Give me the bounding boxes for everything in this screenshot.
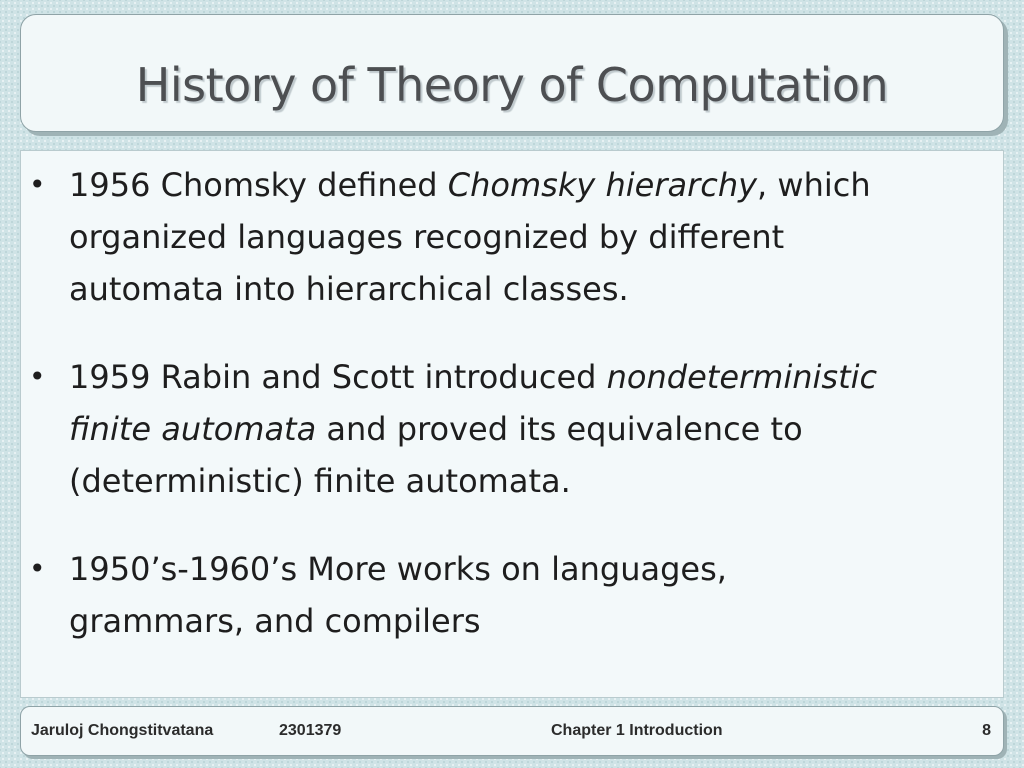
bullet-line: (deterministic) finite automata.: [69, 462, 571, 500]
bullet-dot-icon: •: [29, 552, 46, 585]
slide-footer: [20, 706, 1004, 756]
emphasized-term: nondeterministic: [606, 358, 878, 396]
footer-author: Jaruloj Chongstitvatana: [31, 722, 214, 739]
bullet-text: [69, 543, 969, 647]
text-segment: 1956 Chomsky defined: [69, 166, 448, 204]
footer-course-code: 2301379: [279, 722, 342, 739]
slide-title-box: [20, 14, 1004, 132]
slide-content: [20, 150, 1004, 698]
bullet-dot-icon: •: [29, 168, 46, 201]
text-segment: and proved its equivalence to: [316, 410, 803, 448]
bullet-line: [69, 159, 969, 211]
emphasized-term: finite automata: [69, 410, 317, 448]
emphasized-term: Chomsky hierarchy: [447, 166, 758, 204]
bullet-line: grammars, and compilers: [69, 602, 481, 640]
bullet-line: [69, 351, 969, 403]
footer-page-number: 8: [982, 722, 991, 739]
text-segment: 1959 Rabin and Scott introduced: [69, 358, 607, 396]
bullet-dot-icon: •: [29, 360, 46, 393]
bullet-line: [69, 403, 969, 455]
text-segment: , which: [757, 166, 871, 204]
slide-title: History of Theory of Computation: [135, 58, 889, 112]
bullet-line: automata into hierarchical classes.: [69, 270, 629, 308]
footer-chapter: Chapter 1 Introduction: [551, 722, 723, 739]
bullet-line: organized languages recognized by different: [69, 218, 785, 256]
bullet-text: [69, 159, 969, 315]
bullet-text: [69, 351, 969, 507]
bullet-line: 1950’s-1960’s More works on languages,: [69, 550, 727, 588]
